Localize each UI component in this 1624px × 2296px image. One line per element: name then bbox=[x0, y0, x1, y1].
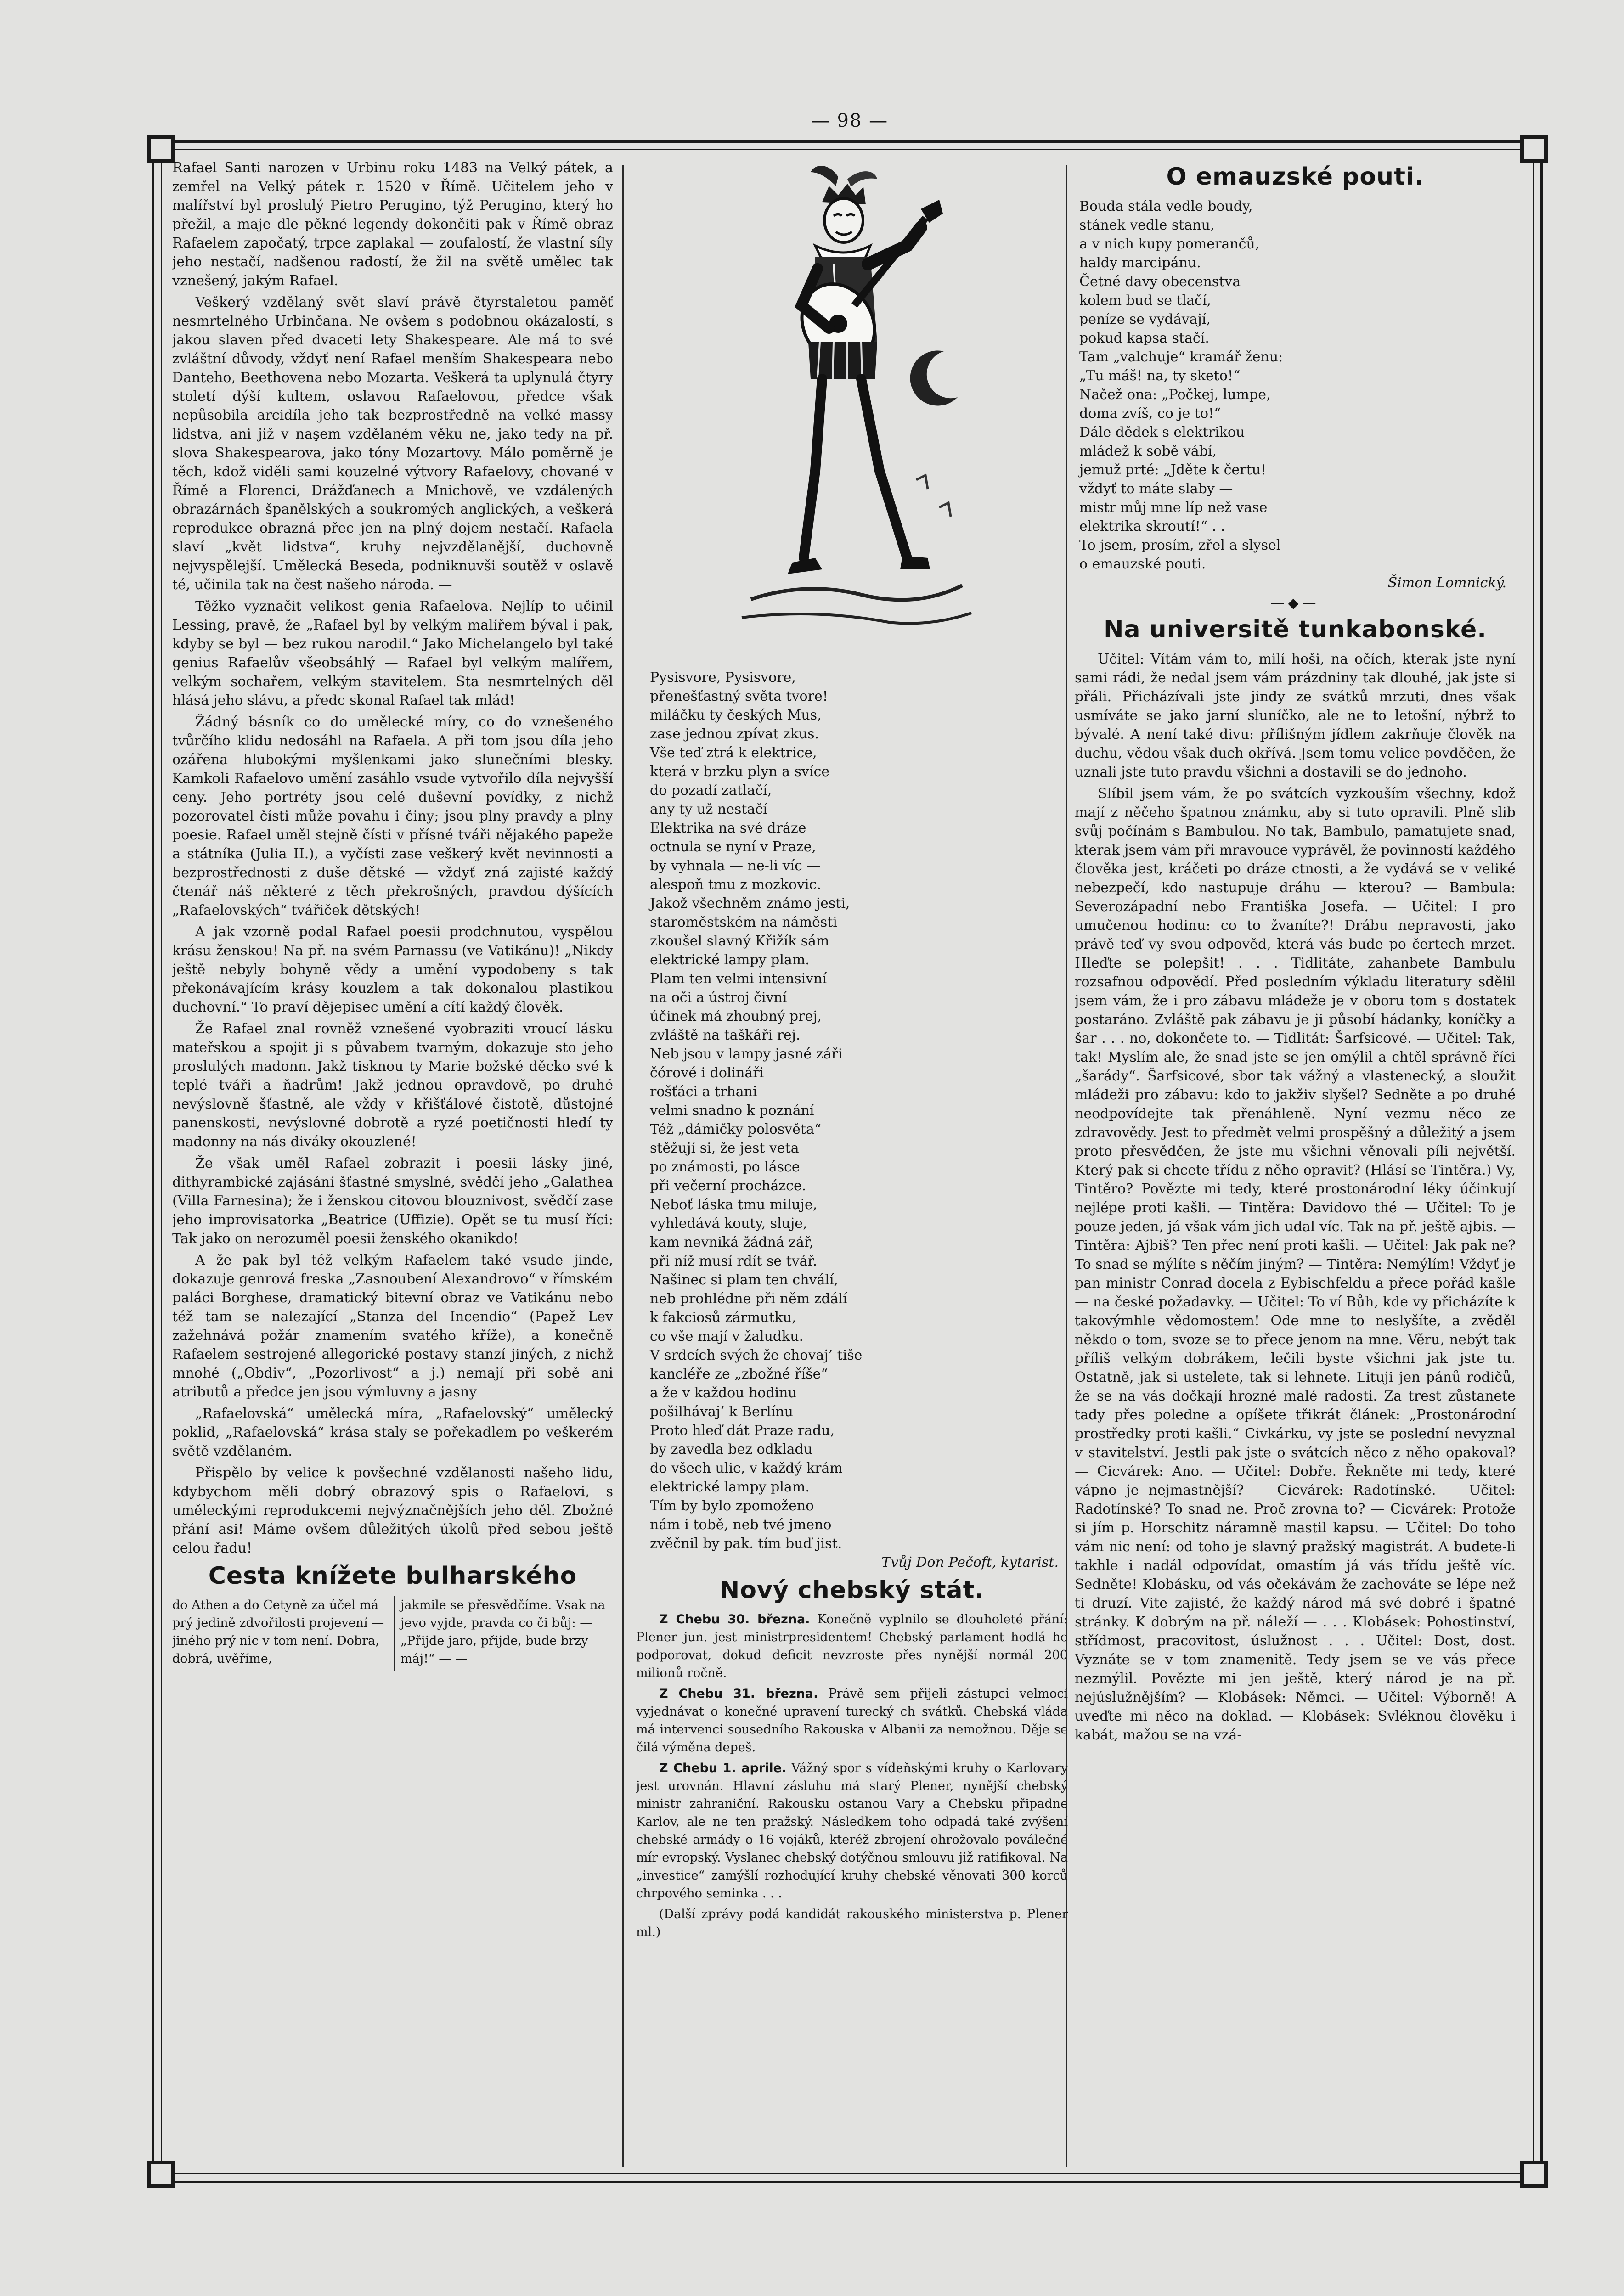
article-paragraph: „Rafaelovská“ umělecká míra, „Rafaelovský“ umělecký poklid, „Rafaelovská“ krása staly se pořekadlem po veškerém světě vzdělaném. bbox=[172, 1406, 613, 1459]
state-title: Nový chebský stát. bbox=[719, 1576, 985, 1604]
article-paragraph: Rafael Santi narozen v Urbinu roku 1483 na Velký pátek, a zemřel na Velký pátek r. 1520 v Římě. Učitelem jeho v malířství byl proslulý Pietro Perugino, týž Perugino, který ho přežil, a maje dle pěkné legendy dokončiti pak v Římě obraz Rafaelem započatý, trpce zaplakal — zoufalostí, že vlastní síly jeho nestačí, nadšenou radostí, že žil na světě umělec tak vznešený, jakým Rafael. bbox=[172, 160, 613, 289]
article-paragraph: Že Rafael znal rovněž vznešené vyobraziti vroucí lásku mateřskou a spojit ji s půvabem tvarným, dokazuje sto jeho proslulých madonn. Jakž tisknou ty Marie božské děcko své k teplé tváři a ňadrům! Jakž jednou opravdově, po druhé nevýslovně šťastně, ale vždy v křišťálové čistotě, důstojné panenskosti, nevýslovné dobrotě a ryzé poetičnosti hledí ty madonny na nás diváky okouzlené! bbox=[172, 1021, 613, 1150]
bulgarian-poem-left: do Athen a do Cetyně za účel má prý jedině zdvořilosti projevení — jiného prý nic v tom není. Dobra, dobrá, uvěříme, bbox=[172, 1598, 384, 1666]
emauzy-poem: Bouda stála vedle boudy, stánek vedle stanu, a v nich kupy pomerančů, haldy marcipánu. Četné davy obecenstva kolem bud se tlačí, peníze se vydávají, pokud kapsa stačí. Tam „valchuje“ kramář ženu: „Tu máš! na, ty sketo!“ Načež ona: „Počkej, lumpe, doma zvíš, co je to!“ Dále dědek s elektrikou mládež k sobě vábí, jemuž prté: „Jděte k čertu! vždyť to máte slaby — mistr můj mne líp než vase elektrika skroutí!“ . . To jsem, prosím, zřel a slysel o emauzské pouti. bbox=[1079, 198, 1283, 572]
news-dateline: Z Chebu 30. března. bbox=[659, 1612, 810, 1626]
frame-corner-ornament bbox=[147, 2161, 175, 2188]
news-item bbox=[636, 1759, 1068, 1902]
article-paragraph: Těžko vyznačit velikost genia Rafaelova. Nejlíp to učinil Lessing, pravě, že „Rafael byl by velkým malířem býval i pak, kdyby se byl — bez rukou narodil.“ Jako Michelangelo byl také genius Rafaelův všeobsáhlý — Rafael byl velkým malířem, velkým sochařem, velkým stavitelem. Sta nesmrtelných děl hlásá jeho slávu, a předc skonal Rafael tak mlád! bbox=[172, 598, 613, 709]
article-paragraph: A jak vzorně podal Rafael poesii prodchnutou, vyspělou krásu ženskou! Na př. na svém Parnassu (ve Vatikánu)! „Nikdy ještě nebyly bohyně vědy a umění vypodobeny s tak překonávajícím krásy kouzlem a tak dokonalou plastikou duchovní.“ To praví dějepisec umění a cítí každý člověk. bbox=[172, 924, 613, 1015]
column-emauzy-university bbox=[1075, 158, 1516, 2174]
frame-corner-ornament bbox=[1520, 135, 1548, 163]
university-title: Na universitě tunkabonské. bbox=[1103, 616, 1487, 643]
poem-signature: Tvůj Don Pečoft, kytarist. bbox=[881, 1554, 1059, 1570]
university-paragraph: Učitel: Vítám vám to, milí hoši, na očích, kterak jste nyní sami rádi, že nedal jsem vám prázdniny tak dlouhé, jak jste si přáli. Přicházívali jste jindy ze svátků mrzuti, dnes však usmíváte se jako jarní sluníčko, ale ne to letošní, nýbrž to bývalé. A není také divu: přílišným jídlem zakrňuje člověk na duchu, vědou však duch okřívá. Jsem tomu velice povděčen, že uznali jste tuto pravdu všichni a dostavili se do jednoho. bbox=[1075, 651, 1516, 780]
emauzy-signature: Šimon Lomnický. bbox=[1387, 575, 1506, 591]
section-separator: —◆— bbox=[1270, 595, 1320, 611]
pysisvore-poem: Pysisvore, Pysisvore, přenešťastný světa tvore! miláčku ty českých Mus, zase jednou zpívat zkus. Vše teď ztrá k elektrice, která v brzku plyn a svíce do pozadí zatlačí, any ty už nestačí Elektrika na své dráze octnula se nyní v Praze, by vyhnala — ne-li víc — alespoň tmu z mozkovic. Jakož všechněm známo jesti, staroměstském na náměsti zkoušel slavný Křižík sám elektrické lampy plam. Plam ten velmi intensivní na oči a ústroj čivní účinek má zhoubný prej, zvláště na taškáři rej. Neb jsou v lampy jasné záři čórové i dolináři rošťáci a trhani velmi snadno k poznání Též „dámičky polosvěta“ stěžují si, že jest veta po známosti, po lásce při večerní procházce. Neboť láska tmu miluje, vyhledává kouty, sluje, kam nevniká žádná zář, při níž musí rdít se tvář. Našinec si plam ten chválí, neb prohlédne při něm zdálí k fakciosů zármutku, co vše mají v žaludku. V srdcích svých že chovaj’ tiše kancléře ze „zbožné říše“ a že v každou hodinu pošilhávaj’ k Berlínu Proto hleď dát Praze radu, by zavedla bez odkladu do všech ulic, v každý krám elektrické lampy plam. Tím by bylo zpomoženo nám i tobě, neb tvé jmeno zvěčnil by pak. tím buď jist. bbox=[650, 670, 863, 1552]
page-number: — 98 — bbox=[811, 110, 889, 131]
article-paragraph: Veškerý vzdělaný svět slaví právě čtyrstaletou paměť nesmrtelného Urbinčana. Ne ovšem s podobnou okázalostí, s jakou slaven před dvaceti lety Shakespeare. Ale má to své zvláštní důvody, vždyť není Rafael menším Shakespeara nebo Danteho, Beethovena nebo Mozarta. Veškerá ta uplynulá čtyry století dýší kultem, oslavou Rafaelovou, předce však nepůsobila arcidíla jeho tak bezprostředně na velké massy lidstva, ani již v naşem vzdělaném věku ne, jako tedy na př. slova Shakespearova, jako tóny Mozartovy. Málo poměrně je těch, kdož viděli sami kouzelné výtvory Rafaelovy, chované v Římě a Florenci, Drážďanech a Mnichově, ve vzdálených obrazárnách španělských a soukromých anglických, a veškerá reprodukce obrazná přec jen na plný dojem nestačí. Rafaela slaví „květ lidstva“, kruhy nejvzdělanější, duchovně nejvyspělejší. Umělecká Beseda, podniknuvši soutěž v oslavě té, učinila tak na čest našeho národa. — bbox=[172, 294, 613, 593]
bulgarian-poem-right: jakmile se přesvědčíme. Vsak na jevo vyjde, pravda co či bůj: — „Přijde jaro, přijde, bude brzy máj!“ — — bbox=[400, 1598, 605, 1666]
bulgarian-poem bbox=[172, 1596, 613, 1671]
frame-corner-ornament bbox=[1520, 2161, 1548, 2188]
news-item bbox=[636, 1685, 1068, 1756]
article-paragraph: A že pak byl též velkým Rafaelem také vsude jinde, dokazuje genrová freska „Zasnoubení Alexandrovo“ v římském paláci Borghese, dramatický bitevní obraz ve Vatikánu nebo též tam se nalezající „Stanza del Incendio“ (Papež Lev zažehnává požár znamením svatého kříže), a konečně Rafaelem sestrojené allegorické postavy stanzí jiných, z nichž mnohé („Obdiv“, „Pozorlivost“ a j.) nemají při sobě ani atributů a předce jen jsou výmluvny a jasny bbox=[172, 1252, 613, 1400]
guitarist-illustration bbox=[723, 158, 981, 654]
article-paragraph: Žádný básník co do umělecké míry, co do vznešeného tvůrčího klidu nedosáhl na Rafaela. A při tom jsou díla jeho ozářena hlubokými myšlenkami jako slunečními blesky. Kamkoli Rafaelovo umění zasáhlo vsude vytvořilo díla nejvyšší ceny. Jeho portréty jsou celé duševní povídky, z nichž pozorovatel čísti může povahu i činy; jsou plny pravdy a plny poesie. Rafael uměl stejně čísti v přísné tváři nějakého papeže a státníka (Julia II.), a vyčísti zase veškerý květ nevinnosti a bezprostřednosti z duše dětské — vždyť zná zajisté každý čtenář náš některé z těch překrošných, pravdou dýšících „Rafaelovských“ tvářiček dětských! bbox=[172, 714, 613, 918]
news-tail: (Další zprávy podá kandidát rakouského ministerstva p. Plener ml.) bbox=[636, 1907, 1068, 1939]
news-body: Konečně vyplnilo se dlouholeté přání: Plener jun. jest ministrpresidentem! Chebský parlament hodlá ho podporovat, dokud deficit nevzroste přes nynější normál 200 milionů ročně. bbox=[636, 1612, 1068, 1680]
column-rule bbox=[622, 165, 624, 2167]
emauzy-title: O emauzské pouti. bbox=[1166, 163, 1424, 191]
column-rafael bbox=[172, 158, 613, 2174]
university-paragraph: Slíbil jsem vám, že po svátcích vyzkouším všechny, kdož mají z něčeho špatnou známku, aby si tuto opravili. Plně slib svůj počínám s Bambulou. No tak, Bambulo, pamatujete snad, kterak jsem vám při mravouce vyprávěl, že povinností každého člověka jest, kráčeti po dráze ctnosti, a že vydává se v veliké nebezpečí, kdo nastupuje dráhu — kterou? — Bambula: Severozápadní nebo Františka Josefa. — Učitel: I pro umučenou hodinu: co to žvaníte?! Drábu nepravosti, jako právě teď vy svou odpověd, která vás bude po čertech mrzet. Hleďte se polepšit! . . . Tidlitáte, zahanbete Bambulu rozsafnou odpovědí. Před posledním výkladu literatury sdělil jsem vám, že i pro zábavu mládeže je v oboru tom s dostatek postaráno. Zvláště pak zábavu je ji působí hádanky, koníčky a šar . . . no, dokončete to. — Tidlitát: Šarfsicové. — Učitel: Tak, tak! Myslím ale, že snad jste se jen omýlil a chtěl správně říci „šarády“. Šarfsicové, sbor tak vážný a vlastenecký, a sloužit mládeži pro zábavu: kdo to jakživ slyšel? Sedněte a po druhé neodpovídejte tak přenáhleně. Nyní vezmu něco ze zdravovědy. Jest to předmět velmi prospěšný a důležitý a jsem proto přesvědčen, že jste mu všichni věnovali píli největší. Který pak si chcete třídu z něho opravit? (Hlásí se Tintěra.) Vy, Tintěro? Povězte mi tedy, které prostonárodní léky účinkují nejlépe proti kašli. — Tintěra: Davidovo thé — Učitel: To je pouze jeden, já však vám jich udal víc. Tak na př. ještě ajbis. — Tintěra: Ajbiš? Ten přec není proti kašli. — Učitel: Jak pak ne? To snad se mýlíte s něčím jiným? — Tintěra: Nemýlím! Vždyť je pan ministr Conrad docela z Eybischfeldu a přece pořád kašle — na české požadavky. — Učitel: To ví Bůh, kde vy přicházíte k takovýmhle vědomostem! Ode mne to neslyšíte, a zvěděl někdo o tom, svoze se to přece jenom na mne. Věru, nebýt tak příliš velkým dobrákem, lečili byste všichni jak jste tu. Ostatně, jak si ustelete, tak si lehnete. Lituji jen pánů rodičů, že se na vás dočkají hrozné malé radosti. Za trest zůstanete tady přes poledne a opíšete třikrát článek: „Prostonárodní prostředky proti kašli.“ Civkárku, vy jste se poslední nevyznal v stavitelství. Jestli pak jste o svátcích něco z něho opakoval? — Cicvárek: Ano. — Učitel: Dobře. Řekněte mi tedy, které vápno je nejmastnější? — Cicvárek: Radotínské. — Učitel: Radotínské? To snad ne. Proč zrovna to? — Cicvárek: Protože si jím p. Horschitz náramně mastil kapsu. — Učitel: Do toho vám nic není: od toho je slavný pražský magistrát. A budete-li takhle i nadál odpovídat, omastím já vás třídu ještě víc. Sedněte! Klobásku, od vás očekávám že zachováte se lépe než ti druzí. Vite zajisté, že každý národ má své dobré i špatné stránky. K dobrým na př. náleží — . . . Klobásek: Pohostinství, střídmost, pracovitost, úslužnost . . . Učitel: Dost, dost. Vyznáte se v tom znamenitě. Tedy jsem se ve vás přece nezmýlil. Povězte mi jen ještě, který národ je na př. nejúslužnějším? — Klobásek: Němci. — Učitel: Výborně! A uveďte mi něco na doklad. — Klobásek: Svléknou člověku i kabát, mažou se na vzá- bbox=[1075, 786, 1516, 1743]
news-body: Právě sem přijeli zástupci velmocí vyjednávat o konečné upravení turecký ch svátků. Chebská vláda má intervenci sousedního Rakouska v Albanii za nemožnou. Děje se čilá výměna depeš. bbox=[636, 1687, 1068, 1755]
news-dateline: Z Chebu 1. aprile. bbox=[659, 1761, 787, 1775]
news-item bbox=[636, 1610, 1068, 1682]
column-poem-news bbox=[636, 158, 1068, 2174]
bulgarian-title: Cesta knížete bulharského bbox=[208, 1562, 577, 1590]
article-paragraph: Že však uměl Rafael zobrazit i poesii lásky jiné, dithyrambické zajásání šťastné smyslné, svědčí jeho „Galathea (Villa Farnesina); že i ženskou citovou blouznivost, svědčí zase jeho improvisatorka „Beatrice (Uffizie). Opět se tu musí říci: Tak jako on nerozuměl poesii ženského okanikdo! bbox=[172, 1155, 613, 1247]
news-dateline: Z Chebu 31. března. bbox=[659, 1687, 818, 1701]
article-paragraph: Přispělo by velice k povšechné vzdělanosti našeho lidu, kdybychom měli dobrý obrazový spis o Rafaelovi, s uměleckými reprodukcemi nejvýznačnějších jeho děl. Zbožné přání asi! Máme ovšem důležitých úkolů před sebou ještě celou řadu! bbox=[172, 1465, 613, 1556]
frame-corner-ornament bbox=[147, 135, 175, 163]
news-body: Vážný spor s vídeňskými kruhy o Karlovary jest urovnán. Hlavní zásluhu má starý Plener, nynější chebský ministr zahraniční. Rakousku ostanou Vary a Chebsku připadne Karlov, ale ne ten pražský. Následkem toho odpadá také zvýšení chebské armády o 16 vojáků, kteréž zbrojení ohrožovalo poválečné mír evropský. Vyslanec chebský dotýčnou smlouvu již ratifikoval. Na „investice“ zamýšlí rozhodující kruhy chebské věnovati 300 korců chrpového seminka . . . bbox=[636, 1761, 1068, 1901]
